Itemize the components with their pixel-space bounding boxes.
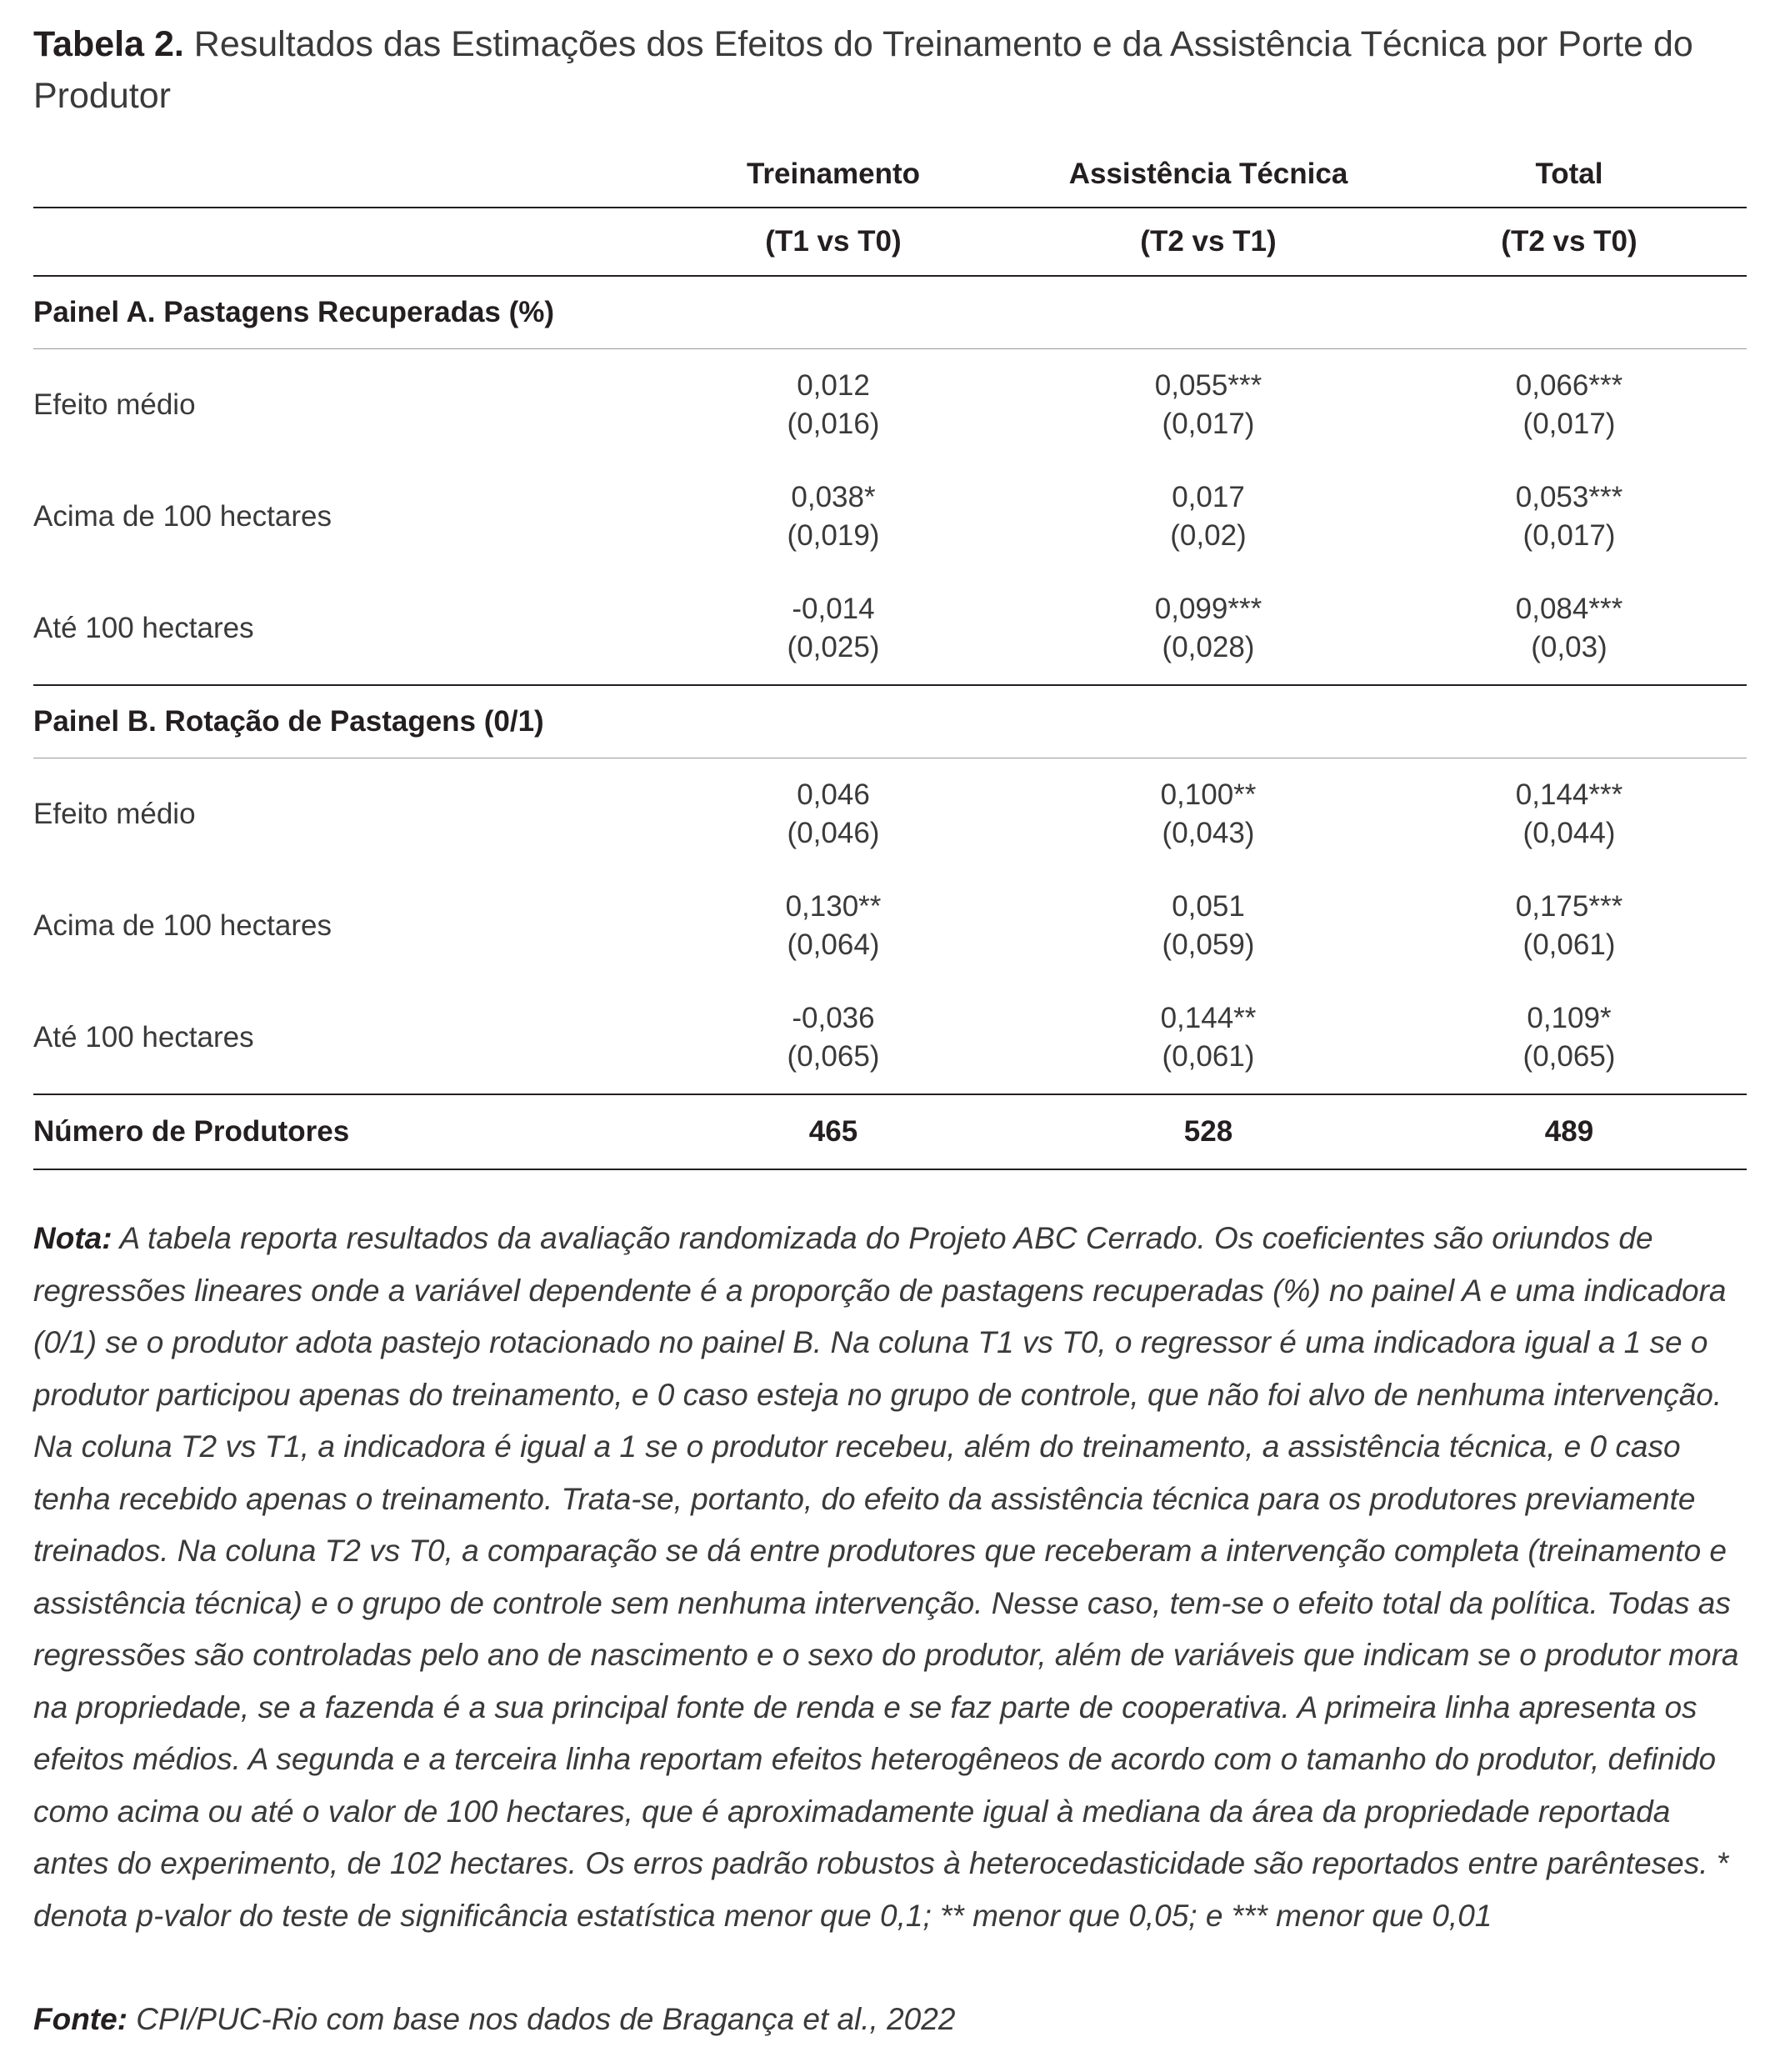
column-header-treinamento: Treinamento — [642, 142, 1025, 208]
standard-error: (0,061) — [1522, 928, 1616, 961]
coefficient: 0,175*** — [1515, 890, 1623, 923]
standard-error: (0,025) — [787, 631, 880, 663]
estimate-cell — [1025, 461, 1392, 573]
estimate-cell — [1392, 349, 1747, 462]
standard-error: (0,016) — [787, 408, 880, 440]
coefficient: 0,046 — [797, 778, 870, 811]
estimate-cell — [642, 870, 1025, 982]
note-label: Nota: — [33, 1221, 112, 1255]
standard-error: (0,017) — [1522, 519, 1616, 552]
table-row — [33, 758, 1747, 871]
coefficient: 0,099*** — [1154, 593, 1262, 625]
standard-error: (0,065) — [787, 1040, 880, 1073]
standard-error: (0,046) — [787, 817, 880, 849]
footer-value: 465 — [642, 1094, 1025, 1169]
standard-error: (0,064) — [787, 928, 880, 961]
footer-row — [33, 1094, 1747, 1169]
standard-error: (0,017) — [1522, 408, 1616, 440]
column-header-assistencia: Assistência Técnica — [1025, 142, 1392, 208]
estimate-cell — [642, 982, 1025, 1094]
column-header-total: Total — [1392, 142, 1747, 208]
row-label: Acima de 100 hectares — [33, 909, 332, 942]
coefficient: 0,109* — [1527, 1002, 1612, 1034]
coefficient: -0,014 — [792, 593, 875, 625]
results-table — [33, 142, 1747, 1170]
source-label: Fonte: — [33, 2002, 128, 2036]
coefficient: 0,051 — [1172, 890, 1245, 923]
coefficient: 0,038* — [791, 481, 876, 513]
table-note — [33, 1213, 1754, 1942]
header-empty-cell — [33, 208, 642, 276]
standard-error: (0,065) — [1522, 1040, 1616, 1073]
row-label: Efeito médio — [33, 798, 196, 830]
source-text: CPI/PUC-Rio com base nos dados de Bragança et al., 2022 — [128, 2002, 956, 2036]
panel-a-title: Painel A. Pastagens Recuperadas (%) — [33, 276, 1747, 349]
standard-error: (0,043) — [1162, 817, 1255, 849]
row-label: Até 100 hectares — [33, 982, 642, 1094]
estimate-cell — [1025, 982, 1392, 1094]
row-label: Até 100 hectares — [33, 573, 642, 685]
estimate-cell — [642, 758, 1025, 871]
header-empty-cell — [33, 142, 642, 208]
coefficient: 0,055*** — [1154, 369, 1262, 402]
coefficient: 0,144** — [1160, 1002, 1257, 1034]
estimate-cell — [1025, 758, 1392, 871]
coefficient: 0,053*** — [1515, 481, 1623, 513]
estimate-cell — [1025, 349, 1392, 462]
panel-heading-row — [33, 276, 1747, 349]
standard-error: (0,044) — [1522, 817, 1616, 849]
estimate-cell — [1392, 982, 1747, 1094]
estimate-cell — [1392, 573, 1747, 685]
coefficient: -0,036 — [792, 1002, 875, 1034]
standard-error: (0,059) — [1162, 928, 1255, 961]
estimate-cell — [1392, 870, 1747, 982]
column-comparison-t2-t1: (T2 vs T1) — [1025, 208, 1392, 276]
estimate-cell — [1392, 461, 1747, 573]
note-text: A tabela reporta resultados da avaliação randomizada do Projeto ABC Cerrado. Os coeficientes são oriundos de regressões lineares onde a variável dependente é a proporção de pastagens recuperadas (%) no painel A e uma indicadora (0/1) se o produtor adota pastejo rotacionado no painel B. Na coluna T1 vs T0, o regressor é uma indicadora igual a 1 se o produtor participou apenas do treinamento, e 0 caso esteja no grupo de controle, que não foi alvo de nenhuma intervenção. Na coluna T2 vs T1, a indicadora é igual a 1 se o produtor recebeu, além do treinamento, a assistência técnica, e 0 caso tenha recebido apenas o treinamento. Trata-se, portanto, do efeito da assistência técnica para os produtores previamente treinados. Na coluna T2 vs T0, a comparação se dá entre produtores que receberam a intervenção completa (treinamento e assistência técnica) e o grupo de controle sem nenhuma intervenção. Nesse caso, tem-se o efeito total da política. Todas as regressões são controladas pelo ano de nascimento e o sexo do produtor, além de variáveis que indicam se o produtor mora na propriedade, se a fazenda é a sua principal fonte de renda e se faz parte de cooperativa. A primeira linha apresenta os efeitos médios. A segunda e a terceira linha reportam efeitos heterogêneos de acordo com o tamanho do produtor, definido como acima ou até o valor de 100 hectares, que é aproximadamente igual à mediana da área da propriedade reportada antes do experimento, de 102 hectares. Os erros padrão robustos à heterocedasticidade são reportados entre parênteses. * denota p-valor do teste de significância estatística menor que 0,1; ** menor que 0,05; e *** menor que 0,01 — [33, 1221, 1739, 1933]
coefficient: 0,130** — [785, 890, 882, 923]
estimate-cell — [1025, 573, 1392, 685]
header-row-names — [33, 142, 1747, 208]
standard-error: (0,02) — [1170, 519, 1247, 552]
estimate-cell — [1025, 870, 1392, 982]
table-row — [33, 573, 1747, 685]
row-label: Efeito médio — [33, 388, 196, 421]
estimate-cell — [642, 573, 1025, 685]
table-title — [33, 18, 1700, 122]
table-row — [33, 349, 1747, 462]
footer-value: 528 — [1025, 1094, 1392, 1169]
footer-label: Número de Produtores — [33, 1094, 642, 1169]
estimate-cell — [642, 349, 1025, 462]
table-row — [33, 982, 1747, 1094]
coefficient: 0,084*** — [1515, 593, 1623, 625]
table-title-label: Tabela 2. — [33, 24, 184, 64]
estimate-cell — [1392, 758, 1747, 871]
standard-error: (0,028) — [1162, 631, 1255, 663]
standard-error: (0,017) — [1162, 408, 1255, 440]
table-row — [33, 461, 1747, 573]
table-source — [33, 1994, 1700, 2045]
column-comparison-t2-t0: (T2 vs T0) — [1392, 208, 1747, 276]
coefficient: 0,100** — [1160, 778, 1257, 811]
standard-error: (0,061) — [1162, 1040, 1255, 1073]
coefficient: 0,066*** — [1515, 369, 1623, 402]
coefficient: 0,144*** — [1515, 778, 1623, 811]
header-row-comparisons — [33, 208, 1747, 276]
column-comparison-t1-t0: (T1 vs T0) — [642, 208, 1025, 276]
panel-heading-row — [33, 685, 1747, 758]
row-label: Acima de 100 hectares — [33, 500, 332, 533]
table-row — [33, 870, 1747, 982]
table-title-text: Resultados das Estimações dos Efeitos do Treinamento e da Assistência Técnica por Porte do Produtor — [33, 24, 1693, 116]
estimate-cell — [642, 461, 1025, 573]
footer-value: 489 — [1392, 1094, 1747, 1169]
coefficient: 0,012 — [797, 369, 870, 402]
standard-error: (0,019) — [787, 519, 880, 552]
panel-b-title: Painel B. Rotação de Pastagens (0/1) — [33, 685, 1747, 758]
coefficient: 0,017 — [1172, 481, 1245, 513]
standard-error: (0,03) — [1531, 631, 1608, 663]
